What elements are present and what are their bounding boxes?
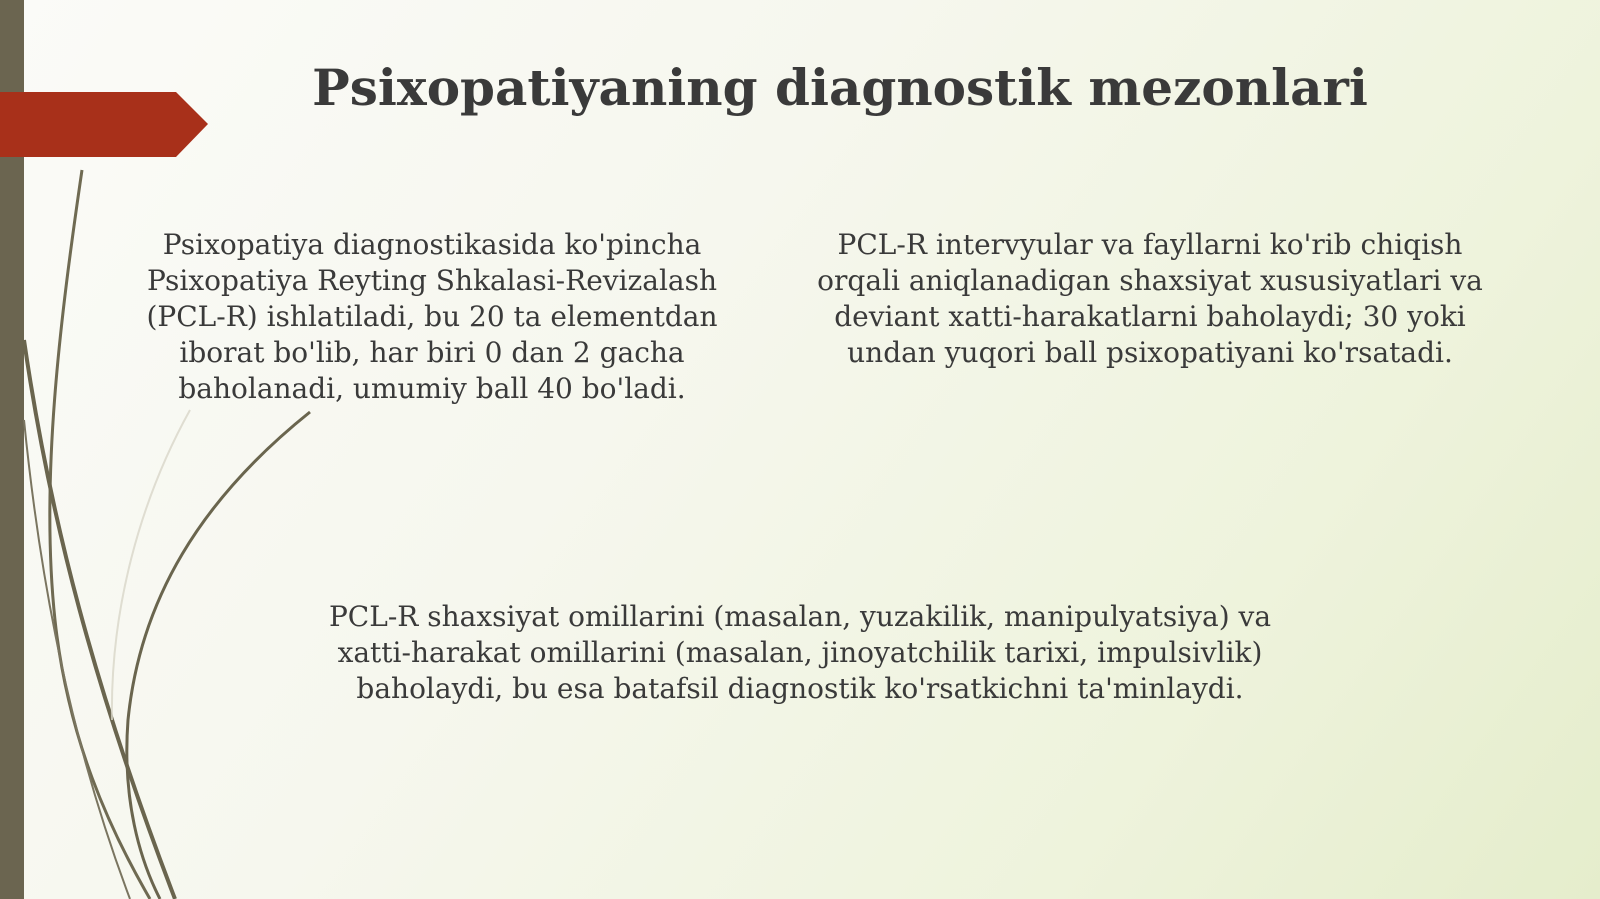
paragraph-pcl-r-overview: Psixopatiya diagnostikasida ko'pincha Psixopatiya Reyting Shkalasi-Revizalash (PCL-R) ishlatiladi, bu 20 ta elementdan iborat bo'lib, har biri 0 dan 2 gacha baholanadi, umumiy ball 40 bo'ladi. (146, 228, 718, 405)
paragraph-pcl-r-factors: PCL-R shaxsiyat omillarini (masalan, yuzakilik, manipulyatsiya) va xatti-harakat omillarini (masalan, jinoyatchilik tarixi, impulsivlik) baholaydi, bu esa batafsil diagnostik ko'rsatkichni ta'minlaydi. (328, 600, 1272, 705)
paragraph-pcl-r-assessment: PCL-R intervyular va fayllarni ko'rib chiqish orqali aniqlanadigan shaxsiyat xususiyatlari va deviant xatti-harakatlarni baholaydi; 30 yoki undan yuqori ball psixopatiyani ko'rsatadi. (817, 228, 1483, 369)
grass-stroke (112, 410, 190, 720)
slide-title: Psixopatiyaning diagnostik mezonlari (312, 58, 1368, 117)
title-arrow-tab (0, 92, 208, 157)
